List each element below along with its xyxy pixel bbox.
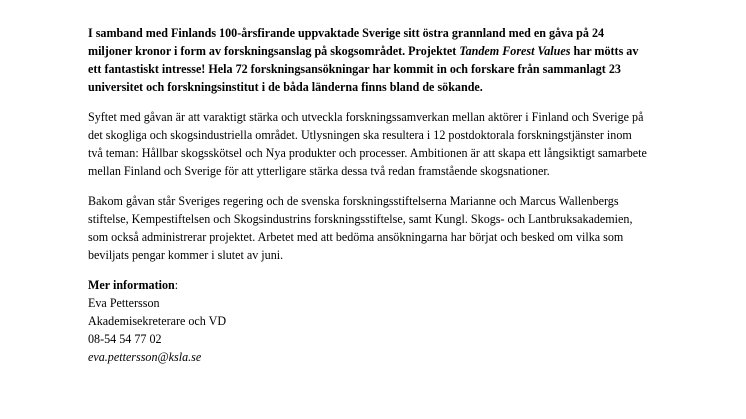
lead-paragraph (88, 24, 648, 96)
funders-paragraph: Bakom gåvan står Sveriges regering och de svenska forskningsstiftelserna Marianne och Marcus Wallenbergs stiftelse, Kempestiftelsen och Skogsindustrins forskningsstiftelse, samt Kungl. Skogs- och Lantbruksakademien, som också administrerar projektet. Arbetet med att bedöma ansökningarna har börjat och besked om vilka som beviljats pengar kommer i slutet av juni. (88, 194, 633, 262)
contact-email[interactable]: eva.pettersson@ksla.se (88, 350, 202, 364)
contact-name: Eva Pettersson (88, 296, 160, 310)
purpose-paragraph: Syftet med gåvan är att varaktigt stärka och utveckla forskningssamverkan mellan aktörer i Finland och Sverige på det skogliga och skogsindustriella området. Utlysningen ska resultera i 12 postdoktorala forskningstjänster inom två teman: Hållbar skogsskötsel och Nya produkter och processer. Ambitionen är att skapa ett långsiktigt samarbete mellan Finland och Sverige för att ytterligare stärka dessa två redan framstående skogsnationer. (88, 110, 647, 178)
contact-block (88, 276, 648, 366)
project-name: Tandem Forest Values (459, 44, 571, 58)
lead-text-part1: I samband med Finlands 100-årsfirande uppvaktade Sverige sitt östra grannland med en gåva på 24 miljoner kronor i form av forskningsanslag på skogsområdet. Projektet (88, 26, 605, 58)
contact-phone: 08-54 54 77 02 (88, 332, 162, 346)
contact-title: Akademisekreterare och VD (88, 314, 227, 328)
contact-heading: Mer information (88, 278, 175, 292)
lead-text-part2: har mötts av ett fantastiskt intresse! Hela 72 forskningsansökningar har kommit in och forskare från sammanlagt 23 universitet och forskningsinstitut i de båda länderna finns bland de sökande. (88, 44, 639, 94)
contact-heading-line (88, 276, 648, 294)
press-release-document (88, 24, 648, 366)
contact-heading-colon: : (174, 278, 179, 292)
